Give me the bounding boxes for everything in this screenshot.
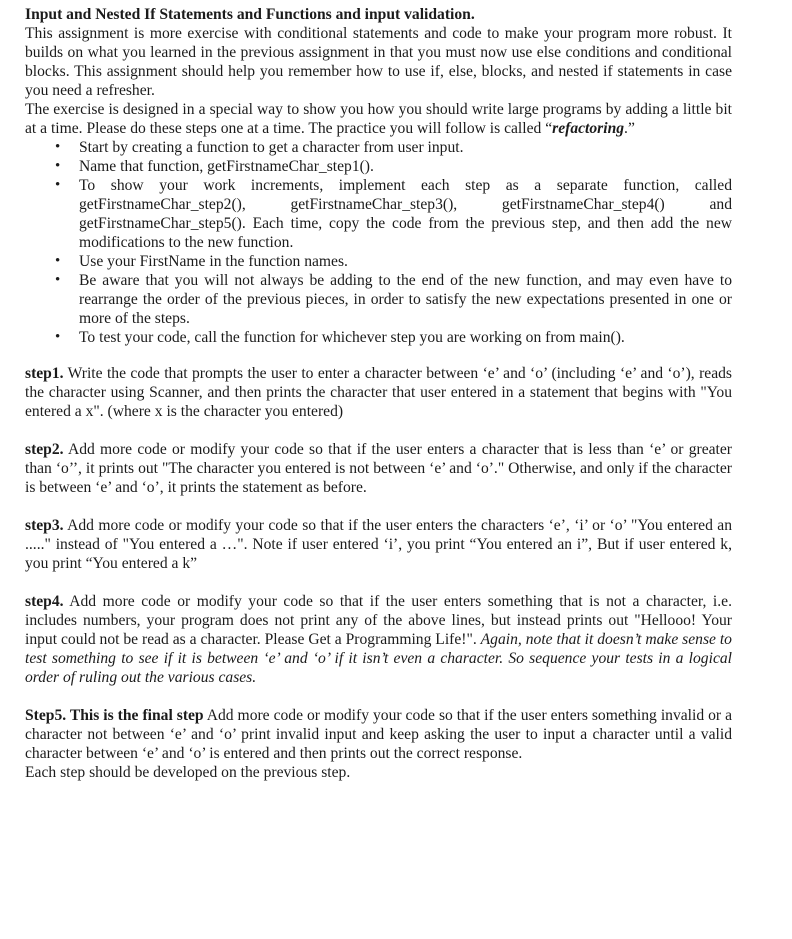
step4-paragraph [25, 592, 732, 687]
list-item [55, 271, 732, 328]
step1-label: step1. [25, 365, 64, 382]
refactoring-term: refactoring [552, 120, 625, 137]
step3-paragraph [25, 516, 732, 573]
list-item [55, 157, 732, 176]
step3-text: Add more code or modify your code so that if the user enters the characters ‘e’, ‘i’ or ‘o’ "You entered an ....." instead of "You entered a …". Note if user entered ‘i’, you print “You entered an i”, But if user entered k, you print “You entered a k” [25, 517, 732, 572]
step5-label: Step5. This is the final step [25, 707, 204, 724]
list-item [55, 252, 732, 271]
bullet-icon: • [55, 139, 61, 155]
list-item-text: To test your code, call the function for whichever step you are working on from main(). [79, 329, 625, 346]
list-item-text: Use your FirstName in the function names. [79, 253, 348, 270]
step4-text: Add more code or modify your code so that if the user enters something that is not a character, i.e. includes numbers, your program does not print any of the above lines, but instead prints out "Hellooo! Your input could not be read as a character. Please Get a Programming Life!". [25, 593, 732, 648]
step2-text: Add more code or modify your code so that if the user enters a character that is less than ‘e’ or greater than ‘o’’, it prints out "The character you entered is not between ‘e’ and ‘o’." Otherwise, and only if the character is between ‘e’ and ‘o’, it prints the statement as before. [25, 441, 732, 496]
list-item [55, 328, 732, 347]
step2-paragraph [25, 440, 732, 497]
list-item-text: Name that function, getFirstnameChar_step1(). [79, 158, 374, 175]
step4-italic-note: Again, note that it doesn’t make sense to test something to see if it is between ‘e’ and ‘o’ if it isn’t even a character. So sequence your tests in a logical order of ruling out the various cases. [25, 631, 732, 686]
exercise-intro-paragraph [25, 100, 732, 138]
list-item-text: To show your work increments, implement each step as a separate function, called getFirstnameChar_step2(), getFirstnameChar_step3(), getFirstnameChar_step4() and getFirstnameChar_step5(). Each time, copy the code from the previous step, and then add the new modifications to the new function. [79, 177, 732, 251]
step1-paragraph [25, 364, 732, 421]
list-item-text: Start by creating a function to get a character from user input. [79, 139, 464, 156]
bullet-icon: • [55, 329, 61, 345]
step3-label: step3. [25, 517, 64, 534]
list-item-text: Be aware that you will not always be adding to the end of the new function, and may even have to rearrange the order of the previous pieces, in order to satisfy the new expectations presented in one or more of the steps. [79, 272, 732, 327]
bullet-icon: • [55, 177, 61, 193]
document-title: Input and Nested If Statements and Functions and input validation. [25, 6, 475, 23]
intro-paragraph: This assignment is more exercise with conditional statements and code to make your program more robust. It builds on what you learned in the previous assignment in that you must now use else conditions and conditional blocks. This assignment should help you remember how to use if, else, blocks, and nested if statements in case you need a refresher. [25, 25, 732, 99]
list-item [55, 138, 732, 157]
instruction-list [25, 138, 732, 347]
list-item [55, 176, 732, 252]
step5-text: Add more code or modify your code so that if the user enters something invalid or a character not between ‘e’ and ‘o’ print invalid input and keep asking the user to input a character until a valid character between ‘e’ and ‘o’ is entered and then prints out the correct response. [25, 707, 732, 762]
bullet-icon: • [55, 158, 61, 174]
exercise-intro-after: .” [624, 120, 635, 137]
step4-label: step4. [25, 593, 64, 610]
closing-line: Each step should be developed on the previous step. [25, 764, 351, 781]
step5-paragraph [25, 706, 732, 763]
step1-text: Write the code that prompts the user to enter a character between ‘e’ and ‘o’ (including ‘e’ and ‘o’), reads the character using Scanner, and then prints the character that user entered in a statement that begins with "You entered a x". (where x is the character you entered) [25, 365, 732, 420]
bullet-icon: • [55, 253, 61, 269]
exercise-intro-text: The exercise is designed in a special way to show you how you should write large programs by adding a little bit at a time. Please do these steps one at a time. The practice you will follow is called “ [25, 101, 732, 137]
step2-label: step2. [25, 441, 64, 458]
bullet-icon: • [55, 272, 61, 288]
